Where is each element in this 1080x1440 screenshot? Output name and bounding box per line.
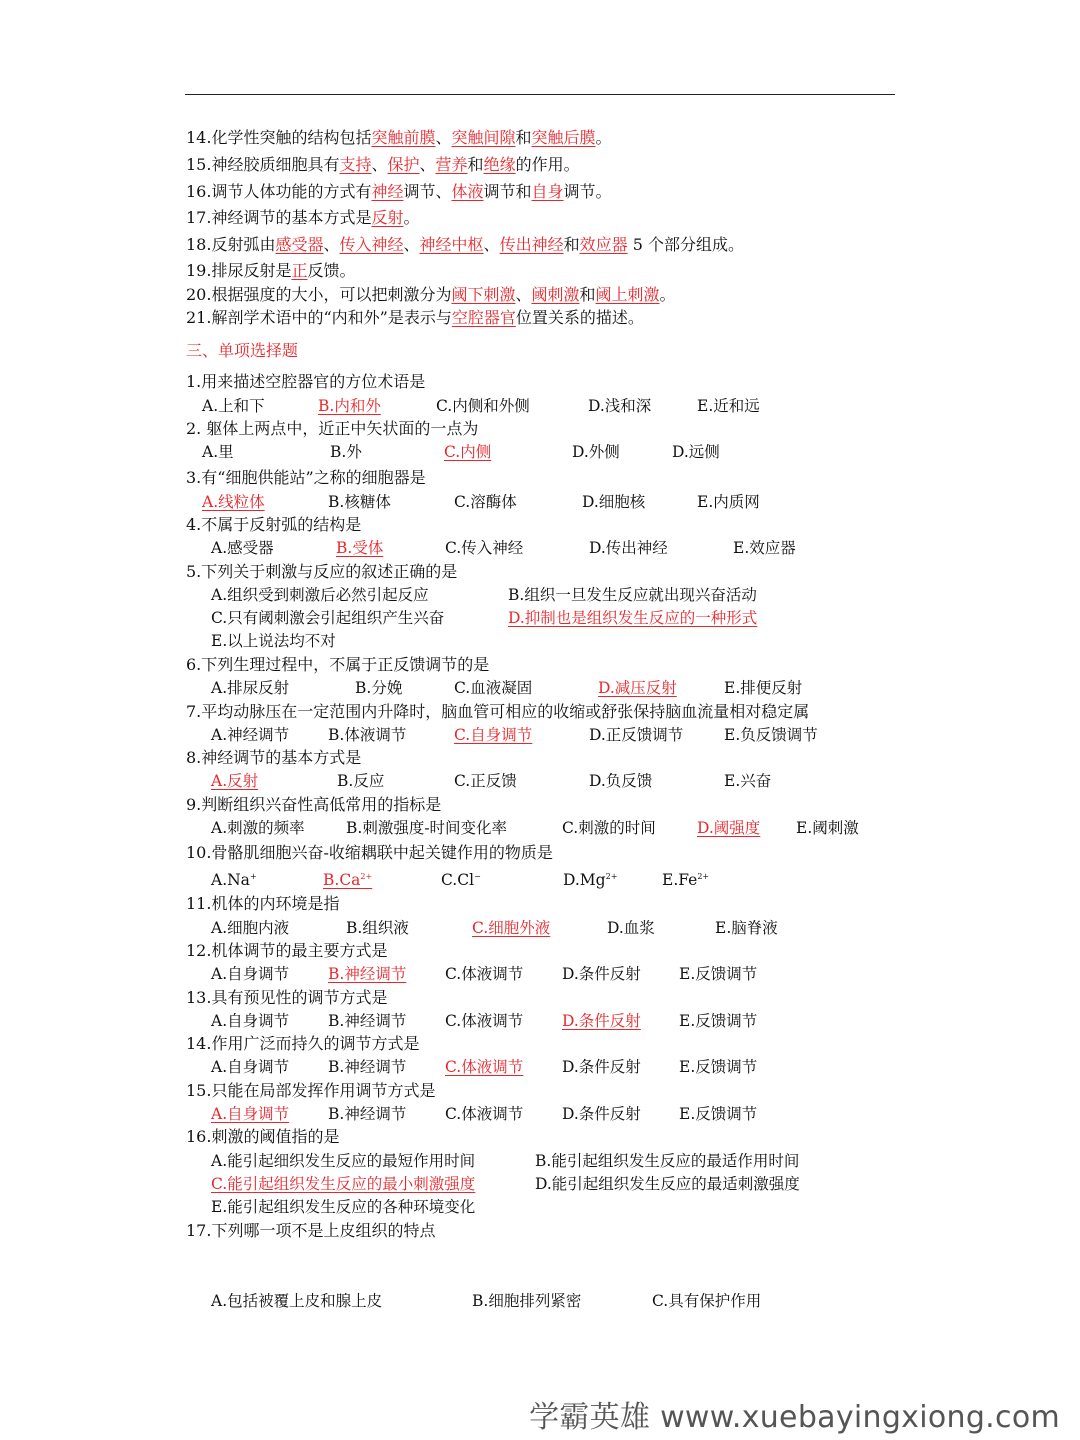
answer: 保护 bbox=[387, 155, 420, 174]
mc-q5-option-a: A.组织受到刺激后必然引起反应 bbox=[211, 586, 429, 604]
answer: 突触间隙 bbox=[451, 128, 516, 147]
mc-q16-option-b: B.能引起组织发生反应的最适作用时间 bbox=[535, 1152, 800, 1170]
mc-q6-stem: 6.下列生理过程中，不属于正反馈调节的是 bbox=[186, 655, 490, 674]
mc-q9-option-c: C.刺激的时间 bbox=[562, 819, 656, 837]
mc-q8-option-b: B.反应 bbox=[337, 772, 385, 790]
mc-q5-option-d: D.抑制也是组织发生反应的一种形式 bbox=[508, 609, 758, 627]
mc-q12-option-a: A.自身调节 bbox=[211, 965, 290, 983]
answer: 突触后膜 bbox=[531, 128, 596, 147]
mc-q6-option-d: D.减压反射 bbox=[598, 679, 677, 697]
mc-q4-option-c: C.传入神经 bbox=[445, 539, 524, 557]
mc-q2-option-e: D.远侧 bbox=[672, 443, 720, 461]
answer: 正 bbox=[291, 261, 308, 280]
mc-q11-option-c: C.细胞外液 bbox=[472, 919, 551, 937]
mc-q5-option-b: B.组织一旦发生反应就出现兴奋活动 bbox=[508, 586, 757, 604]
mc-q1-option-e: E.近和远 bbox=[697, 397, 760, 415]
mc-q15-option-b: B.神经调节 bbox=[328, 1105, 407, 1123]
mc-q6-option-e: E.排便反射 bbox=[724, 679, 803, 697]
mc-q13-option-d: D.条件反射 bbox=[562, 1012, 641, 1030]
mc-q8-option-c: C.正反馈 bbox=[454, 772, 517, 790]
answer: 传入神经 bbox=[339, 235, 404, 254]
mc-q10-option-c: C.Cl− bbox=[441, 871, 481, 889]
answer: 空腔器官 bbox=[451, 308, 516, 327]
mc-q12-option-c: C.体液调节 bbox=[445, 965, 524, 983]
fill-q17: 17.神经调节的基本方式是反射。 bbox=[186, 208, 420, 227]
mc-q10-option-e: $E.Fe^{2+}$ bbox=[662, 871, 710, 889]
mc-q2-stem: 2. 躯体上两点中，近正中矢状面的一点为 bbox=[186, 419, 479, 438]
mc-q16-option-e: E.能引起组织发生反应的各种环境变化 bbox=[211, 1198, 476, 1216]
mc-q4-option-d: D.传出神经 bbox=[589, 539, 668, 557]
mc-q17-option-a: A.包括被覆上皮和腺上皮 bbox=[211, 1292, 383, 1310]
answer: 绝缘 bbox=[483, 155, 516, 174]
mc-q14-stem: 14.作用广泛而持久的调节方式是 bbox=[186, 1034, 420, 1053]
mc-q8-option-a: A.反射 bbox=[211, 772, 259, 790]
mc-q3-option-e: E.内质网 bbox=[697, 493, 760, 511]
answer: 体液 bbox=[451, 182, 484, 201]
mc-q6-option-b: B.分娩 bbox=[355, 679, 403, 697]
mc-q13-option-e: E.反馈调节 bbox=[679, 1012, 758, 1030]
answer: 感受器 bbox=[275, 235, 324, 254]
mc-q16-option-a: A.能引起细织发生反应的最短作用时间 bbox=[211, 1152, 476, 1170]
fill-q21: 21.解剖学术语中的“内和外”是表示与空腔器官位置关系的描述。 bbox=[186, 308, 644, 327]
mc-q15-option-a: A.自身调节 bbox=[211, 1105, 290, 1123]
mc-q2-option-a: A.里 bbox=[202, 443, 234, 461]
mc-q1-option-a: A.上和下 bbox=[202, 397, 265, 415]
mc-q9-option-e: E.阈刺激 bbox=[796, 819, 859, 837]
mc-q8-stem: 8.神经调节的基本方式是 bbox=[186, 748, 362, 767]
mc-q5-option-e: E.以上说法均不对 bbox=[211, 632, 336, 650]
mc-q4-option-e: E.效应器 bbox=[733, 539, 796, 557]
mc-q10-option-d: $D.Mg^{2+}$ bbox=[563, 871, 618, 889]
mc-q4-stem: 4.不属于反射弧的结构是 bbox=[186, 515, 362, 534]
mc-q13-stem: 13.具有预见性的调节方式是 bbox=[186, 988, 388, 1007]
mc-q2-option-c: C.内侧 bbox=[444, 443, 492, 461]
mc-q13-option-b: B.神经调节 bbox=[328, 1012, 407, 1030]
fill-q20: 20.根据强度的大小，可以把刺激分为阈下刺激、阈刺激和阈上刺激。 bbox=[186, 285, 676, 304]
answer: 神经 bbox=[371, 182, 404, 201]
mc-q15-option-c: C.体液调节 bbox=[445, 1105, 524, 1123]
mc-q17-option-b: B.细胞排列紧密 bbox=[472, 1292, 582, 1310]
mc-q4-option-b: B.受体 bbox=[336, 539, 384, 557]
mc-q11-option-e: E.脑脊液 bbox=[715, 919, 778, 937]
answer: 阈下刺激 bbox=[451, 285, 516, 304]
mc-q16-option-c: C.能引起组织发生反应的最小刺激强度 bbox=[211, 1175, 476, 1193]
mc-q9-option-a: A.刺激的频率 bbox=[211, 819, 305, 837]
mc-q1-stem: 1.用来描述空腔器官的方位术语是 bbox=[186, 372, 426, 391]
mc-q15-stem: 15.只能在局部发挥作用调节方式是 bbox=[186, 1081, 436, 1100]
mc-q3-option-b: B.核糖体 bbox=[328, 493, 391, 511]
mc-q15-option-d: D.条件反射 bbox=[562, 1105, 641, 1123]
header-rule bbox=[185, 94, 895, 95]
answer: 传出神经 bbox=[499, 235, 564, 254]
answer: 反射 bbox=[371, 208, 404, 227]
mc-q1-option-d: D.浅和深 bbox=[588, 397, 652, 415]
fill-q15: 15.神经胶质细胞具有支持、保护、营养和绝缘的作用。 bbox=[186, 155, 580, 174]
answer: 效应器 bbox=[579, 235, 628, 254]
mc-q3-option-c: C.溶酶体 bbox=[454, 493, 517, 511]
mc-q9-option-d: D.阈强度 bbox=[697, 819, 761, 837]
mc-q7-option-c: C.自身调节 bbox=[454, 726, 533, 744]
mc-q13-option-a: A.自身调节 bbox=[211, 1012, 290, 1030]
mc-q10-stem: 10.骨骼肌细胞兴奋-收缩耦联中起关键作用的物质是 bbox=[186, 843, 553, 862]
fill-q19: 19.排尿反射是正反馈。 bbox=[186, 261, 356, 280]
section-title: 三、单项选择题 bbox=[186, 341, 299, 360]
mc-q14-option-b: B.神经调节 bbox=[328, 1058, 407, 1076]
mc-q4-option-a: A.感受器 bbox=[211, 539, 274, 557]
mc-q6-option-a: A.排尿反射 bbox=[211, 679, 290, 697]
mc-q17-stem: 17.下列哪一项不是上皮组织的特点 bbox=[186, 1221, 436, 1240]
mc-q1-option-c: C.内侧和外侧 bbox=[436, 397, 530, 415]
mc-q8-option-e: E.兴奋 bbox=[724, 772, 772, 790]
mc-q7-option-e: E.负反馈调节 bbox=[724, 726, 818, 744]
mc-q9-stem: 9.判断组织兴奋性高低常用的指标是 bbox=[186, 795, 442, 814]
mc-q16-option-d: D.能引起组织发生反应的最适刺激强度 bbox=[535, 1175, 800, 1193]
mc-q10-option-b: $B.Ca^{2+}$ bbox=[323, 871, 373, 889]
mc-q17-option-c: C.具有保护作用 bbox=[652, 1292, 762, 1310]
mc-q11-stem: 11.机体的内环境是指 bbox=[186, 894, 340, 913]
mc-q10-option-a: A.Na+ bbox=[211, 871, 257, 889]
mc-q3-option-d: D.细胞核 bbox=[582, 493, 646, 511]
mc-q5-option-c: C.只有阈刺激会引起组织产生兴奋 bbox=[211, 609, 445, 627]
mc-q13-option-c: C.体液调节 bbox=[445, 1012, 524, 1030]
answer: 营养 bbox=[435, 155, 468, 174]
mc-q7-option-b: B.体液调节 bbox=[328, 726, 407, 744]
answer: 自身 bbox=[531, 182, 564, 201]
mc-q7-option-a: A.神经调节 bbox=[211, 726, 290, 744]
mc-q3-option-a: A.线粒体 bbox=[202, 493, 265, 511]
mc-q14-option-c: C.体液调节 bbox=[445, 1058, 524, 1076]
answer: 支持 bbox=[339, 155, 372, 174]
mc-q7-stem: 7.平均动脉压在一定范围内升降时，脑血管可相应的收缩或舒张保持脑血流量相对稳定属 bbox=[186, 702, 810, 721]
fill-q18: 18.反射弧由感受器、传入神经、神经中枢、传出神经和效应器 5 个部分组成。 bbox=[186, 235, 744, 254]
mc-q3-stem: 3.有“细胞供能站”之称的细胞器是 bbox=[186, 468, 426, 487]
mc-q2-option-d: D.外侧 bbox=[572, 443, 620, 461]
mc-q1-option-b: B.内和外 bbox=[318, 397, 381, 415]
mc-q12-option-b: B.神经调节 bbox=[328, 965, 407, 983]
mc-q14-option-a: A.自身调节 bbox=[211, 1058, 290, 1076]
mc-q14-option-e: E.反馈调节 bbox=[679, 1058, 758, 1076]
mc-q11-option-d: D.血浆 bbox=[607, 919, 655, 937]
mc-q12-stem: 12.机体调节的最主要方式是 bbox=[186, 941, 388, 960]
answer: 突触前膜 bbox=[371, 128, 436, 147]
mc-q8-option-d: D.负反馈 bbox=[589, 772, 653, 790]
mc-q16-stem: 16.刺激的阈值指的是 bbox=[186, 1127, 340, 1146]
answer: 阈上刺激 bbox=[595, 285, 660, 304]
mc-q15-option-e: E.反馈调节 bbox=[679, 1105, 758, 1123]
mc-q14-option-d: D.条件反射 bbox=[562, 1058, 641, 1076]
answer: 神经中枢 bbox=[419, 235, 484, 254]
mc-q6-option-c: C.血液凝固 bbox=[454, 679, 533, 697]
mc-q7-option-d: D.正反馈调节 bbox=[589, 726, 684, 744]
watermark: 学霸英雄 www.xuebayingxiong.com bbox=[529, 1400, 1060, 1435]
mc-q11-option-b: B.组织液 bbox=[346, 919, 409, 937]
mc-q9-option-b: B.刺激强度-时间变化率 bbox=[346, 819, 508, 837]
mc-q12-option-d: D.条件反射 bbox=[562, 965, 641, 983]
fill-q14: 14.化学性突触的结构包括突触前膜、突触间隙和突触后膜。 bbox=[186, 128, 612, 147]
mc-q11-option-a: A.细胞内液 bbox=[211, 919, 290, 937]
answer: 阈刺激 bbox=[531, 285, 580, 304]
mc-q12-option-e: E.反馈调节 bbox=[679, 965, 758, 983]
mc-q5-stem: 5.下列关于刺激与反应的叙述正确的是 bbox=[186, 562, 458, 581]
mc-q2-option-b: B.外 bbox=[330, 443, 362, 461]
fill-q16: 16.调节人体功能的方式有神经调节、体液调节和自身调节。 bbox=[186, 182, 612, 201]
